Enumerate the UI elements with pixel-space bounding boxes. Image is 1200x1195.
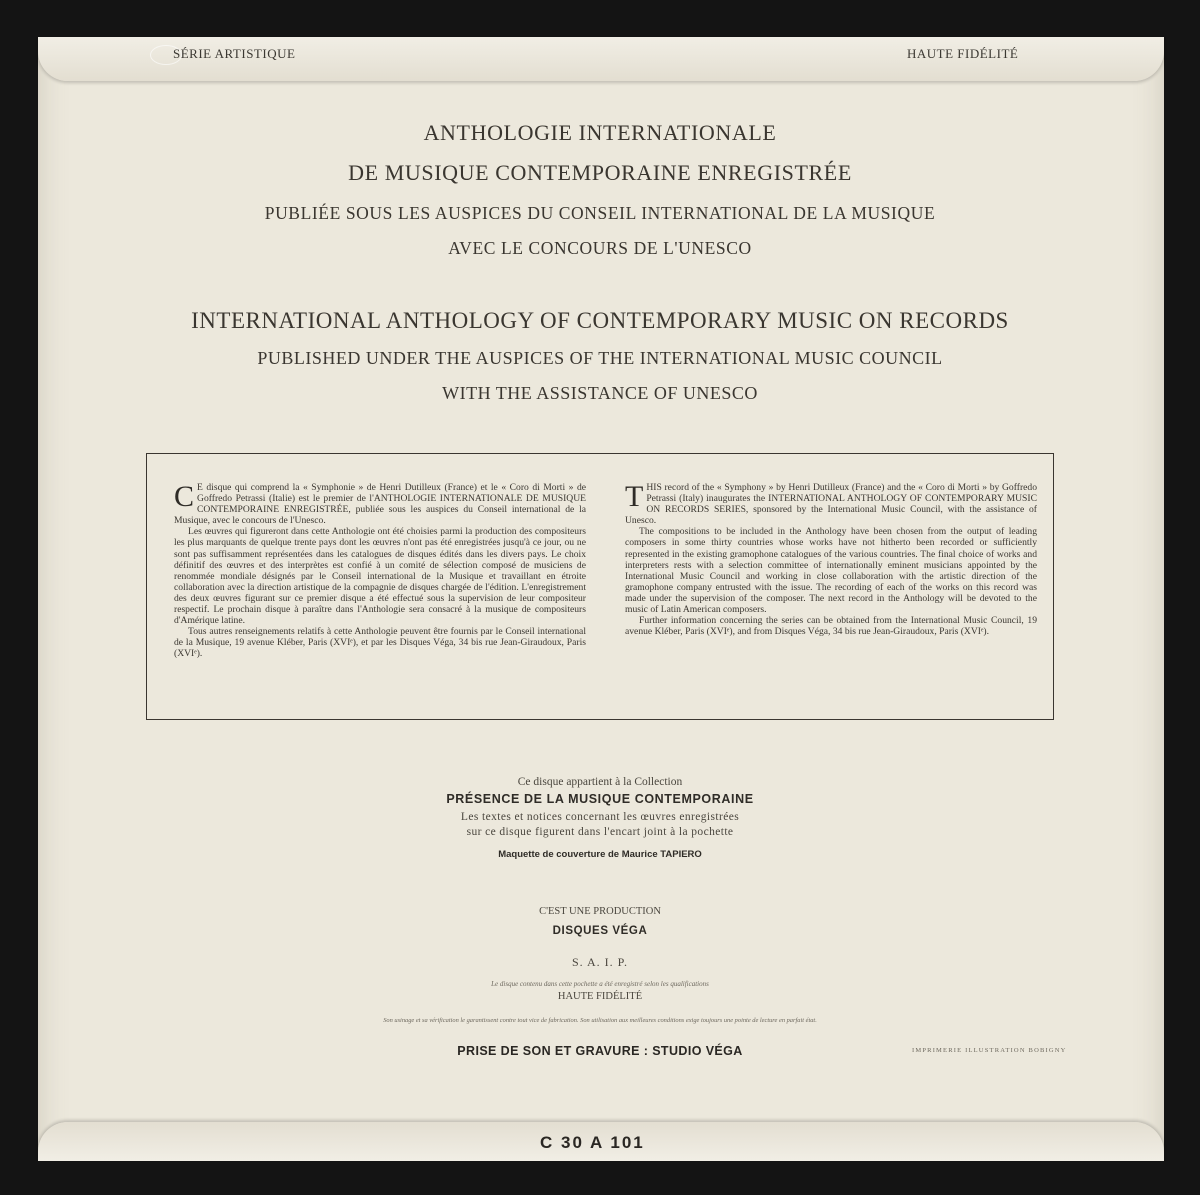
liner-notes-box	[146, 453, 1054, 720]
label-name: DISQUES VÉGA	[552, 925, 648, 937]
series-label: SÉRIE ARTISTIQUE	[173, 46, 296, 61]
english-paragraph-2: The compositions to be included in the Anthology have been chosen from the output of leading composers in some thirty countries whose works have not hitherto been recorded or sufficiently represented in the existing gramophone catalogues of the various countries. The final choice of works and interpreters rests with a selection committee of internationally eminent musicians appointed by the International Music Council and working in close collaboration with the artistic direction of the gramophone company entrusted with the issue. The recording of each of the works on this record was made under the supervision of the composer. The next record in the Anthology will be devoted to the music of Latin American composers.	[625, 526, 1037, 616]
printer-credit: IMPRIMERIE ILLUSTRATION BOBIGNY	[912, 1047, 1067, 1054]
french-paragraph-3: Tous autres renseignements relatifs à cette Anthologie peuvent être fournis par le Conseil international de la Musique, 19 avenue Kléber, Paris (XVIᵉ), et par les Disques Véga, 34 bis rue Jean-Giraudoux, Paris (XVIᵉ).	[174, 626, 586, 660]
catalog-number: C 30 A 101	[540, 1133, 645, 1152]
french-heading-line-3: PUBLIÉE SOUS LES AUSPICES DU CONSEIL INTERNATIONAL DE LA MUSIQUE	[264, 203, 936, 223]
production-intro: C'EST UNE PRODUCTION	[539, 906, 661, 917]
manufacturing-fine-print: Son usinage et sa vérification le garantissent contre tout vice de fabrication. Son utilisation aux meilleures conditions exige toujours une pointe de lecture en parfait état.	[383, 1017, 817, 1024]
collection-name: PRÉSENCE DE LA MUSIQUE CONTEMPORAINE	[446, 792, 754, 806]
liner-notes-english	[625, 482, 1037, 637]
collection-note-line-2: sur ce disque figurent dans l'encart joint à la pochette	[466, 826, 734, 838]
french-paragraph-2: Les œuvres qui figureront dans cette Anthologie ont été choisies parmi la production des compositeurs les plus marquants de quelque trente pays dont les œuvres n'ont pas été enregistrées jusqu'à ce jour, ou ne sont pas suffisamment représentées dans les catalogues de disques édités dans les divers pays. Le choix définitif des œuvres et des interprètes est confié à un comité de sélection composé de musiciens de renommée mondiale désignés par le Conseil international de la Musique et travaillant en étroite collaboration avec la direction artistique de la compagnie de disques chargée de l'édition. L'enregistrement des deux œuvres figurant sur ce premier disque a été effectué sous la supervision de leur compositeur respectif. Le prochain disque à paraître dans l'Anthologie sera consacré à la musique de compositeurs d'Amérique latine.	[174, 526, 586, 627]
english-heading-line-1: INTERNATIONAL ANTHOLOGY OF CONTEMPORARY MUSIC ON RECORDS	[191, 308, 1009, 333]
collection-intro: Ce disque appartient à la Collection	[517, 776, 683, 788]
french-heading-line-2: DE MUSIQUE CONTEMPORAINE ENREGISTRÉE	[348, 160, 852, 185]
dropcap-english: T	[625, 480, 644, 513]
quality-note: Le disque contenu dans cette pochette a été enregistré selon les qualifications	[491, 980, 709, 988]
company-name: S. A. I. P.	[571, 955, 629, 969]
english-paragraph-3: Further information concerning the series can be obtained from the International Music Council, 19 avenue Kléber, Paris (XVIᵉ), and from Disques Véga, 34 bis rue Jean-Giraudoux, Paris (XVIᵉ).	[625, 615, 1037, 638]
french-heading	[100, 120, 1100, 260]
french-heading-line-1: ANTHOLOGIE INTERNATIONALE	[423, 120, 777, 145]
french-heading-line-4: AVEC LE CONCOURS DE L'UNESCO	[448, 238, 752, 258]
studio-credit: PRISE DE SON ET GRAVURE : STUDIO VÉGA	[457, 1044, 743, 1058]
liner-notes-french	[174, 482, 586, 660]
fidelity-label: HAUTE FIDÉLITÉ	[907, 46, 1019, 61]
quality-label: HAUTE FIDÉLITÉ	[557, 991, 643, 1002]
english-heading	[100, 308, 1100, 408]
english-heading-line-3: WITH THE ASSISTANCE OF UNESCO	[442, 383, 758, 403]
cover-design-credit: Maquette de couverture de Maurice TAPIERO	[498, 849, 702, 860]
english-paragraph-1: HIS record of the « Symphony » by Henri Dutilleux (France) and the « Coro di Morti » by Goffredo Petrassi (Italy) inaugurates the INTERNATIONAL ANTHOLOGY OF CONTEMPORARY MUSIC ON RECORDS SERIES, sponsored by the International Music Council, with the assistance of Unesco.	[625, 482, 1037, 527]
english-heading-line-2: PUBLISHED UNDER THE AUSPICES OF THE INTERNATIONAL MUSIC COUNCIL	[257, 348, 943, 368]
dropcap-french: C	[174, 480, 195, 513]
french-paragraph-1: E disque qui comprend la « Symphonie » de Henri Dutilleux (France) et le « Coro di Morti » de Goffredo Petrassi (Italie) est le premier de l'ANTHOLOGIE INTERNATIONALE DE MUSIQUE CONTEMPORAINE ENREGISTRÉE, publiée sous les auspices du Conseil international de la Musique, avec le concours de l'Unesco.	[174, 482, 586, 527]
collection-note-line-1: Les textes et notices concernant les œuvres enregistrées	[460, 811, 740, 823]
